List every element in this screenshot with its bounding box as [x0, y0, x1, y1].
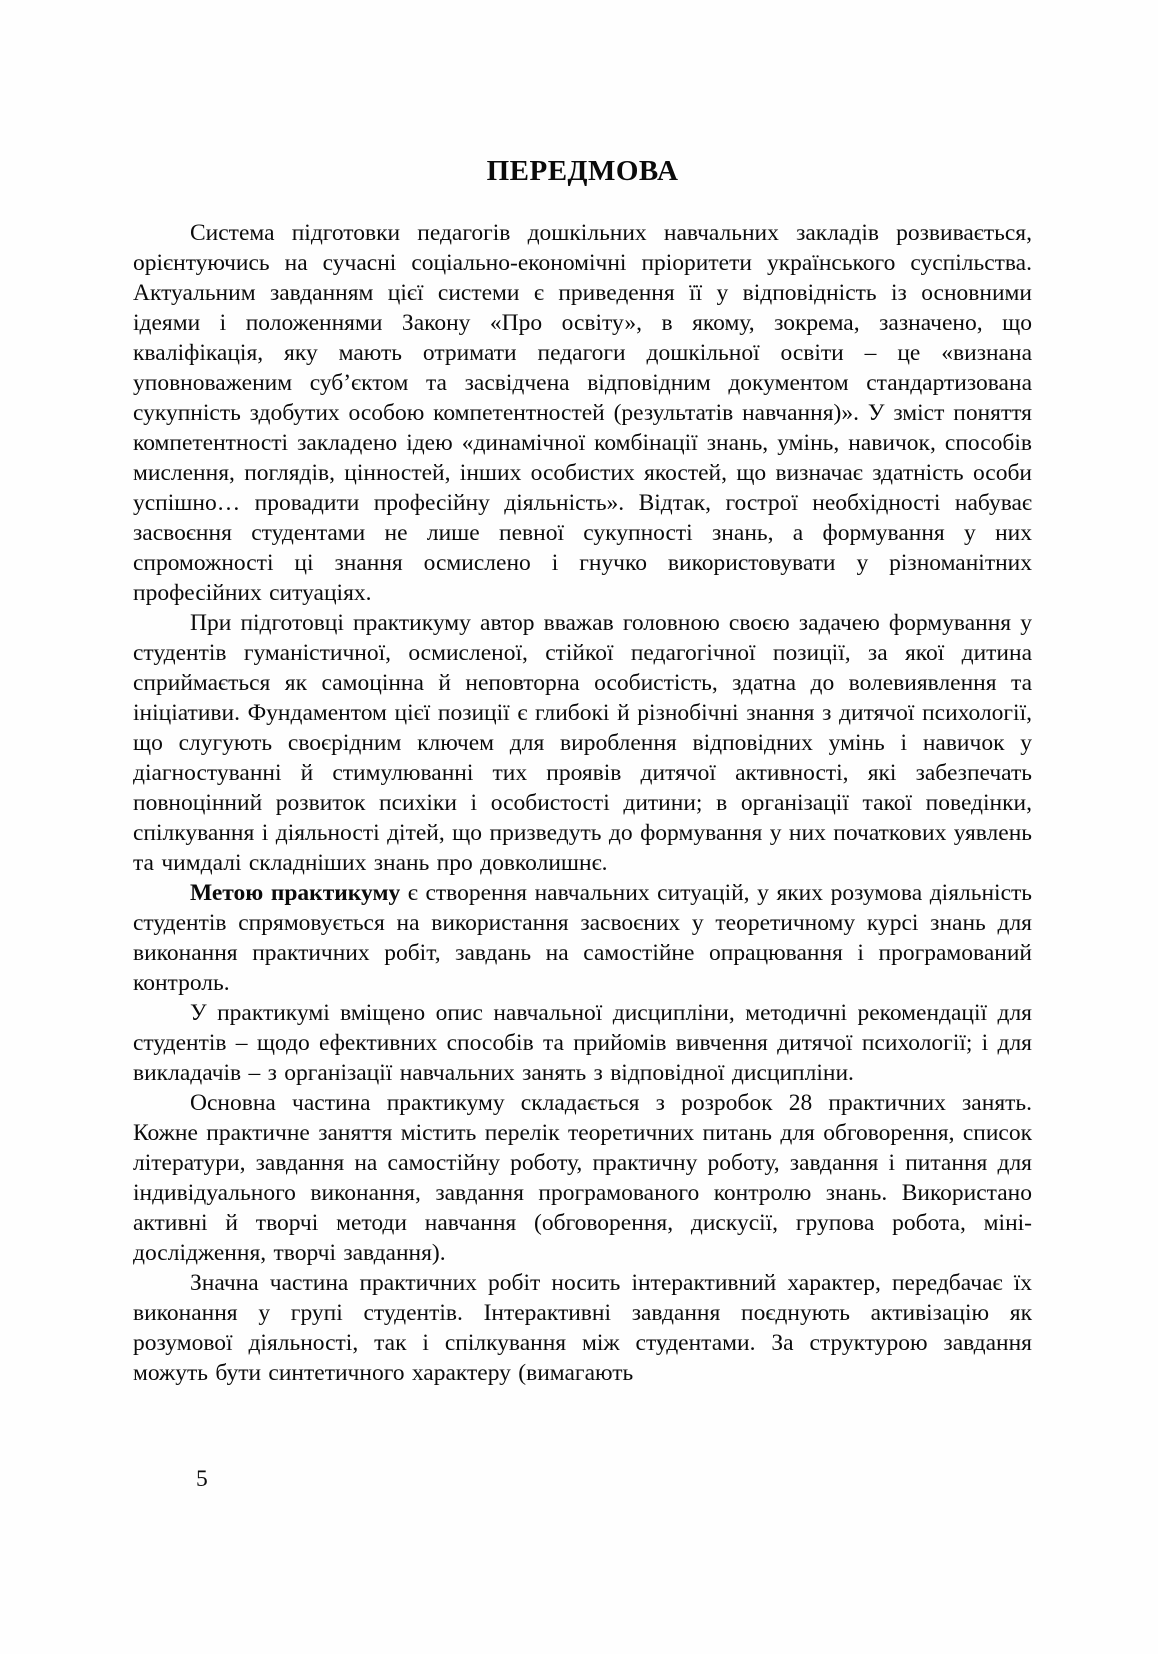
document-body: [133, 218, 1032, 1388]
page-title: ПЕРЕДМОВА: [486, 155, 679, 187]
paragraph-goal: [133, 878, 1032, 998]
page-number: 5: [196, 1466, 208, 1492]
paragraph-goal-rest: є створення навчальних ситуацій, у яких розумова діяльність студентів спрямовується на використання засвоєних у теоретичному курсі знань для виконання практичних робіт, завдань на самостійне опрацювання і програмований контроль.: [133, 880, 1032, 996]
paragraph-author-task: При підготовці практикуму автор вважав головною своєю задачею формування у студентів гуманістичної, осмисленої, стійкої педагогічної позиції, за якої дитина сприймається як самоцінна й неповторна особистість, здатна до волевиявлення та ініціативи. Фундаментом цієї позиції є глибокі й різнобічні знання з дитячої психології, що слугують своєрідним ключем для вироблення відповідних умінь і навичок у діагностуванні й стимулюванні тих проявів дитячої активності, які забезпечать повноцінний розвиток психіки і особистості дитини; в організації такої поведінки, спілкування і діяльності дітей, що призведуть до формування у них початкових уявлень та чимдалі складніших знань про довколишнє.: [133, 610, 1032, 876]
paragraph-intro: Система підготовки педагогів дошкільних навчальних закладів розвивається, орієнтуючись на сучасні соціально-економічні пріоритети українського суспільства. Актуальним завданням цієї системи є приведення її у відповідність із основними ідеями і положеннями Закону «Про освіту», в якому, зокрема, зазначено, що кваліфікація, яку мають отримати педагоги дошкільної освіти – це «визнана уповноваженим суб’єктом та засвідчена відповідним документом стандартизована сукупність здобутих особою компетентностей (результатів навчання)». У зміст поняття компетентності закладено ідею «динамічної комбінації знань, умінь, навичок, способів мислення, поглядів, цінностей, інших особистих якостей, що визначає здатність особи успішно… провадити професійну діяльність». Відтак, гострої необхідності набуває засвоєння студентами не лише певної сукупності знань, а формування у них спроможності ці знання осмислено і гнучко використовувати у різноманітних професійних ситуаціях.: [133, 220, 1032, 606]
paragraph-goal-lead-bold: Метою практикуму: [190, 880, 401, 906]
paragraph-main-part: Основна частина практикуму складається з розробок 28 практичних занять. Кожне практичне заняття містить перелік теоретичних питань для обговорення, список літератури, завдання на самостійну роботу, практичну роботу, завдання і питання для індивідуального виконання, завдання програмованого контролю знань. Використано активні й творчі методи навчання (обговорення, дискусії, групова робота, міні-дослідження, творчі завдання).: [133, 1090, 1032, 1266]
paragraph-interactive: Значна частина практичних робіт носить інтерактивний характер, передбачає їх виконання у групі студентів. Інтерактивні завдання поєднують активізацію як розумової діяльності, так і спілкування між студентами. За структурою завдання можуть бути синтетичного характеру (вимагають: [133, 1270, 1032, 1386]
paragraph-contents: У практикумі вміщено опис навчальної дисципліни, методичні рекомендації для студентів – щодо ефективних способів та прийомів вивчення дитячої психології; і для викладачів – з організації навчальних занять з відповідної дисципліни.: [133, 1000, 1032, 1086]
